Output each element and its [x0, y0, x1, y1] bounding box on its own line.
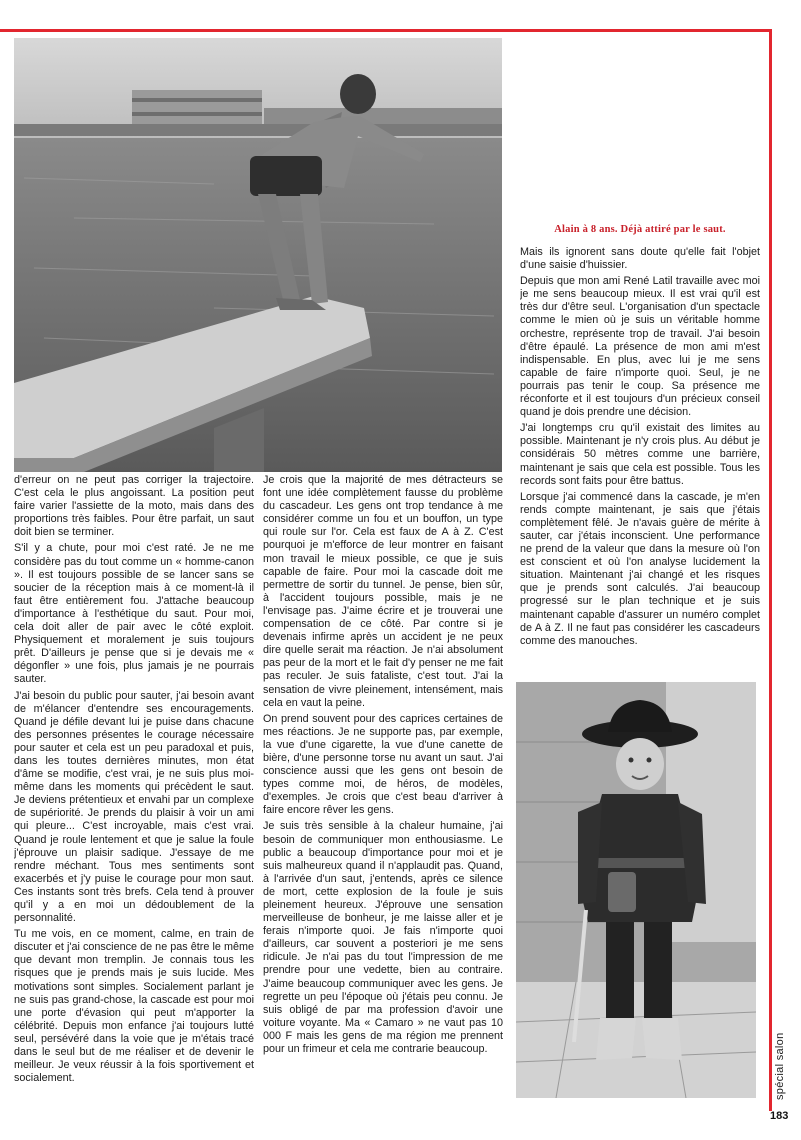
paragraph: On prend souvent pour des caprices certaines de mes réactions. Je ne supporte pas, par exemple, la vue d'une cigarette, la vue d'une canette de bière, d'une personne torse nu avant un saut. J'ai conscience aussi que les gens ont besoin de types comme moi, de héros, de modèles, d'exemples. Je crois que c'est beau d'arriver à faire encore rêver les gens.	[263, 712, 503, 817]
text-column-2	[263, 474, 503, 1100]
photo-boy-diving	[14, 38, 502, 472]
paragraph: S'il y a chute, pour moi c'est raté. Je ne me considère pas du tout comme un « homme-canon ». Il est toujours possible de se lancer sans se soucier de la réception mais à ce moment-là il faut être entièrement fou. J'attache beaucoup d'importance à l'esthétique du saut. Pour moi, cela doit aller de pair avec le côté exploit. Physiquement et moralement je suis toujours prêt. D'ailleurs je pense que si je devais me « dégonfler » une fois, plus jamais je ne pourrais sauter.	[14, 542, 254, 686]
section-label: spécial salon	[774, 1032, 786, 1100]
paragraph: Mais ils ignorent sans doute qu'elle fait l'objet d'une saisie d'huissier.	[520, 246, 760, 272]
text-column-1	[14, 474, 254, 1100]
photo-child-cowboy	[516, 682, 756, 1098]
paragraph: Je crois que la majorité de mes détracteurs se font une idée complètement fausse du problème du cascadeur. Les gens ont trop tendance à me considérer comme un fou et un bouffon, un type qui roule sur l'or. Cela est faux de A à Z. C'est pourquoi je m'efforce de leur montrer en faisant mon travail le mieux possible, ce que je suis capable de faire. Pour moi la cascade doit me permettre de sortir du tunnel. Je pense, bien sûr, à l'accident toujours possible, mais je ne l'envisage pas. J'aime écrire et je trouverai une compensation de ce côté. Par contre si je devenais infirme après un accident je ne peux dire quelle serait ma réaction. Je n'ai absolument pas peur de la mort et le fait d'y penser ne me fait pas reculer. Je suis fataliste, c'est tout. J'ai la sensation de vivre pleinement, intensément, mais cela en vaut la peine.	[263, 474, 503, 709]
text-column-3	[520, 246, 760, 670]
paragraph: d'erreur on ne peut pas corriger la trajectoire. C'est cela le plus angoissant. La position peut faire varier l'assiette de la moto, mais dans des proportions très faibles. Pour être parfait, un saut doit bien se terminer.	[14, 474, 254, 539]
paragraph: Je suis très sensible à la chaleur humaine, j'ai besoin de communiquer mon enthousiasme. Le public a beaucoup d'importance pour moi et je suis malheureux quand il n'applaudit pas. Quand, à l'arrivée d'un saut, j'entends, après ce silence de mort, cette explosion de la foule je suis pleinement heureux. J'éprouve une sensation merveilleuse de bonheur, je me laisse aller et je ferais n'importe quoi. Je fais n'importe quoi d'ailleurs, car souvent a posteriori je me sens ridicule. Je n'ai pas du tout l'impression de me prendre pour une vedette, bien au contraire. J'aime beaucoup communiquer avec les gens. Je regrette un peu l'époque où j'étais peu connu. Je suis obligé de par ma profession d'avoir une voiture voyante. Ma « Camaro » ne vaut pas 10 000 F mais les gens de ma région me prennent pour un frimeur et cela me contrarie beaucoup.	[263, 820, 503, 1056]
paragraph: J'ai longtemps cru qu'il existait des limites au possible. Maintenant je n'y crois plus. Au début je considérais 50 mètres comme une barrière, maintenant je sais que cela est possible. Tous les records sont faits pour être battus.	[520, 422, 760, 487]
paragraph: Lorsque j'ai commencé dans la cascade, je m'en rends compte maintenant, je sais que j'étais complètement fêlé. Je n'avais guère de mérite à sauter, car j'étais inconscient. Une performance ne prend de la valeur que dans la mesure où l'on est conscient et où l'on analyse lucidement la situation. Maintenant j'ai changé et les risques que je prends sont calculés. J'ai beaucoup progressé sur le plan technique et je suis maintenant capable d'assurer un numéro complet de A à Z. Il ne faut pas considérer les cascadeurs comme des manouches.	[520, 490, 760, 647]
paragraph: Depuis que mon ami René Latil travaille avec moi je me sens beaucoup mieux. Il est vrai qu'il est très dur d'être seul. L'organisation d'un spectacle comme le mien où je suis un véritable homme orchestre, représente trop de travail. J'ai besoin d'être épaulé. La présence de mon ami m'est indispensable. En plus, avec lui je me sens capable de faire n'importe quoi. Seul, je ne pourrais pas tenir le coup. Sa présence me réconforte et il est toujours d'un précieux conseil quand je dois prendre une décision.	[520, 275, 760, 419]
paragraph: Tu me vois, en ce moment, calme, en train de discuter et j'ai conscience de ne pas être le même que devant mon tremplin. Je connais tous les risques que je prends mais je suis lucide. Mes motivations sont simples. Socialement parlant je ne suis pas grand-chose, la cascade est pour moi une porte d'évasion qui peut m'apporter la célébrité. Depuis mon enfance j'ai toujours lutté seul, persévéré dans la voie que je m'étais tracé dans le seul but de me réaliser et de devenir le meilleur. Je veux réussir à la fois sportivement et socialement.	[14, 928, 254, 1085]
page-number: 183	[770, 1110, 789, 1122]
paragraph: J'ai besoin du public pour sauter, j'ai besoin avant de m'élancer d'entendre ses encouragements. Quand je défile devant lui je puise dans chacune des personnes présentes le courage nécessaire pour sauter et cela est un peu paradoxal et puis, dans les toutes dernières minutes, mon état d'âme se modifie, c'est vrai, je ne suis plus moi-même dans les moments qui précèdent le saut. Je deviens prétentieux et envahi par un complexe de supériorité. Je prends du plaisir à voir un ami qui pleure... C'est incroyable, mais c'est vrai. Quand je roule lentement et que je salue la foule j'éprouve un plaisir sadique. J'essaye de me rendre méchant. Tous mes sentiments sont exacerbés et j'y puise le courage pour mon saut. Ces instants sont très brefs. Cela tend à prouver qu'il y a en moi un dédoublement de la personnalité.	[14, 689, 254, 925]
photo-caption: Alain à 8 ans. Déjà attiré par le saut.	[554, 224, 726, 235]
